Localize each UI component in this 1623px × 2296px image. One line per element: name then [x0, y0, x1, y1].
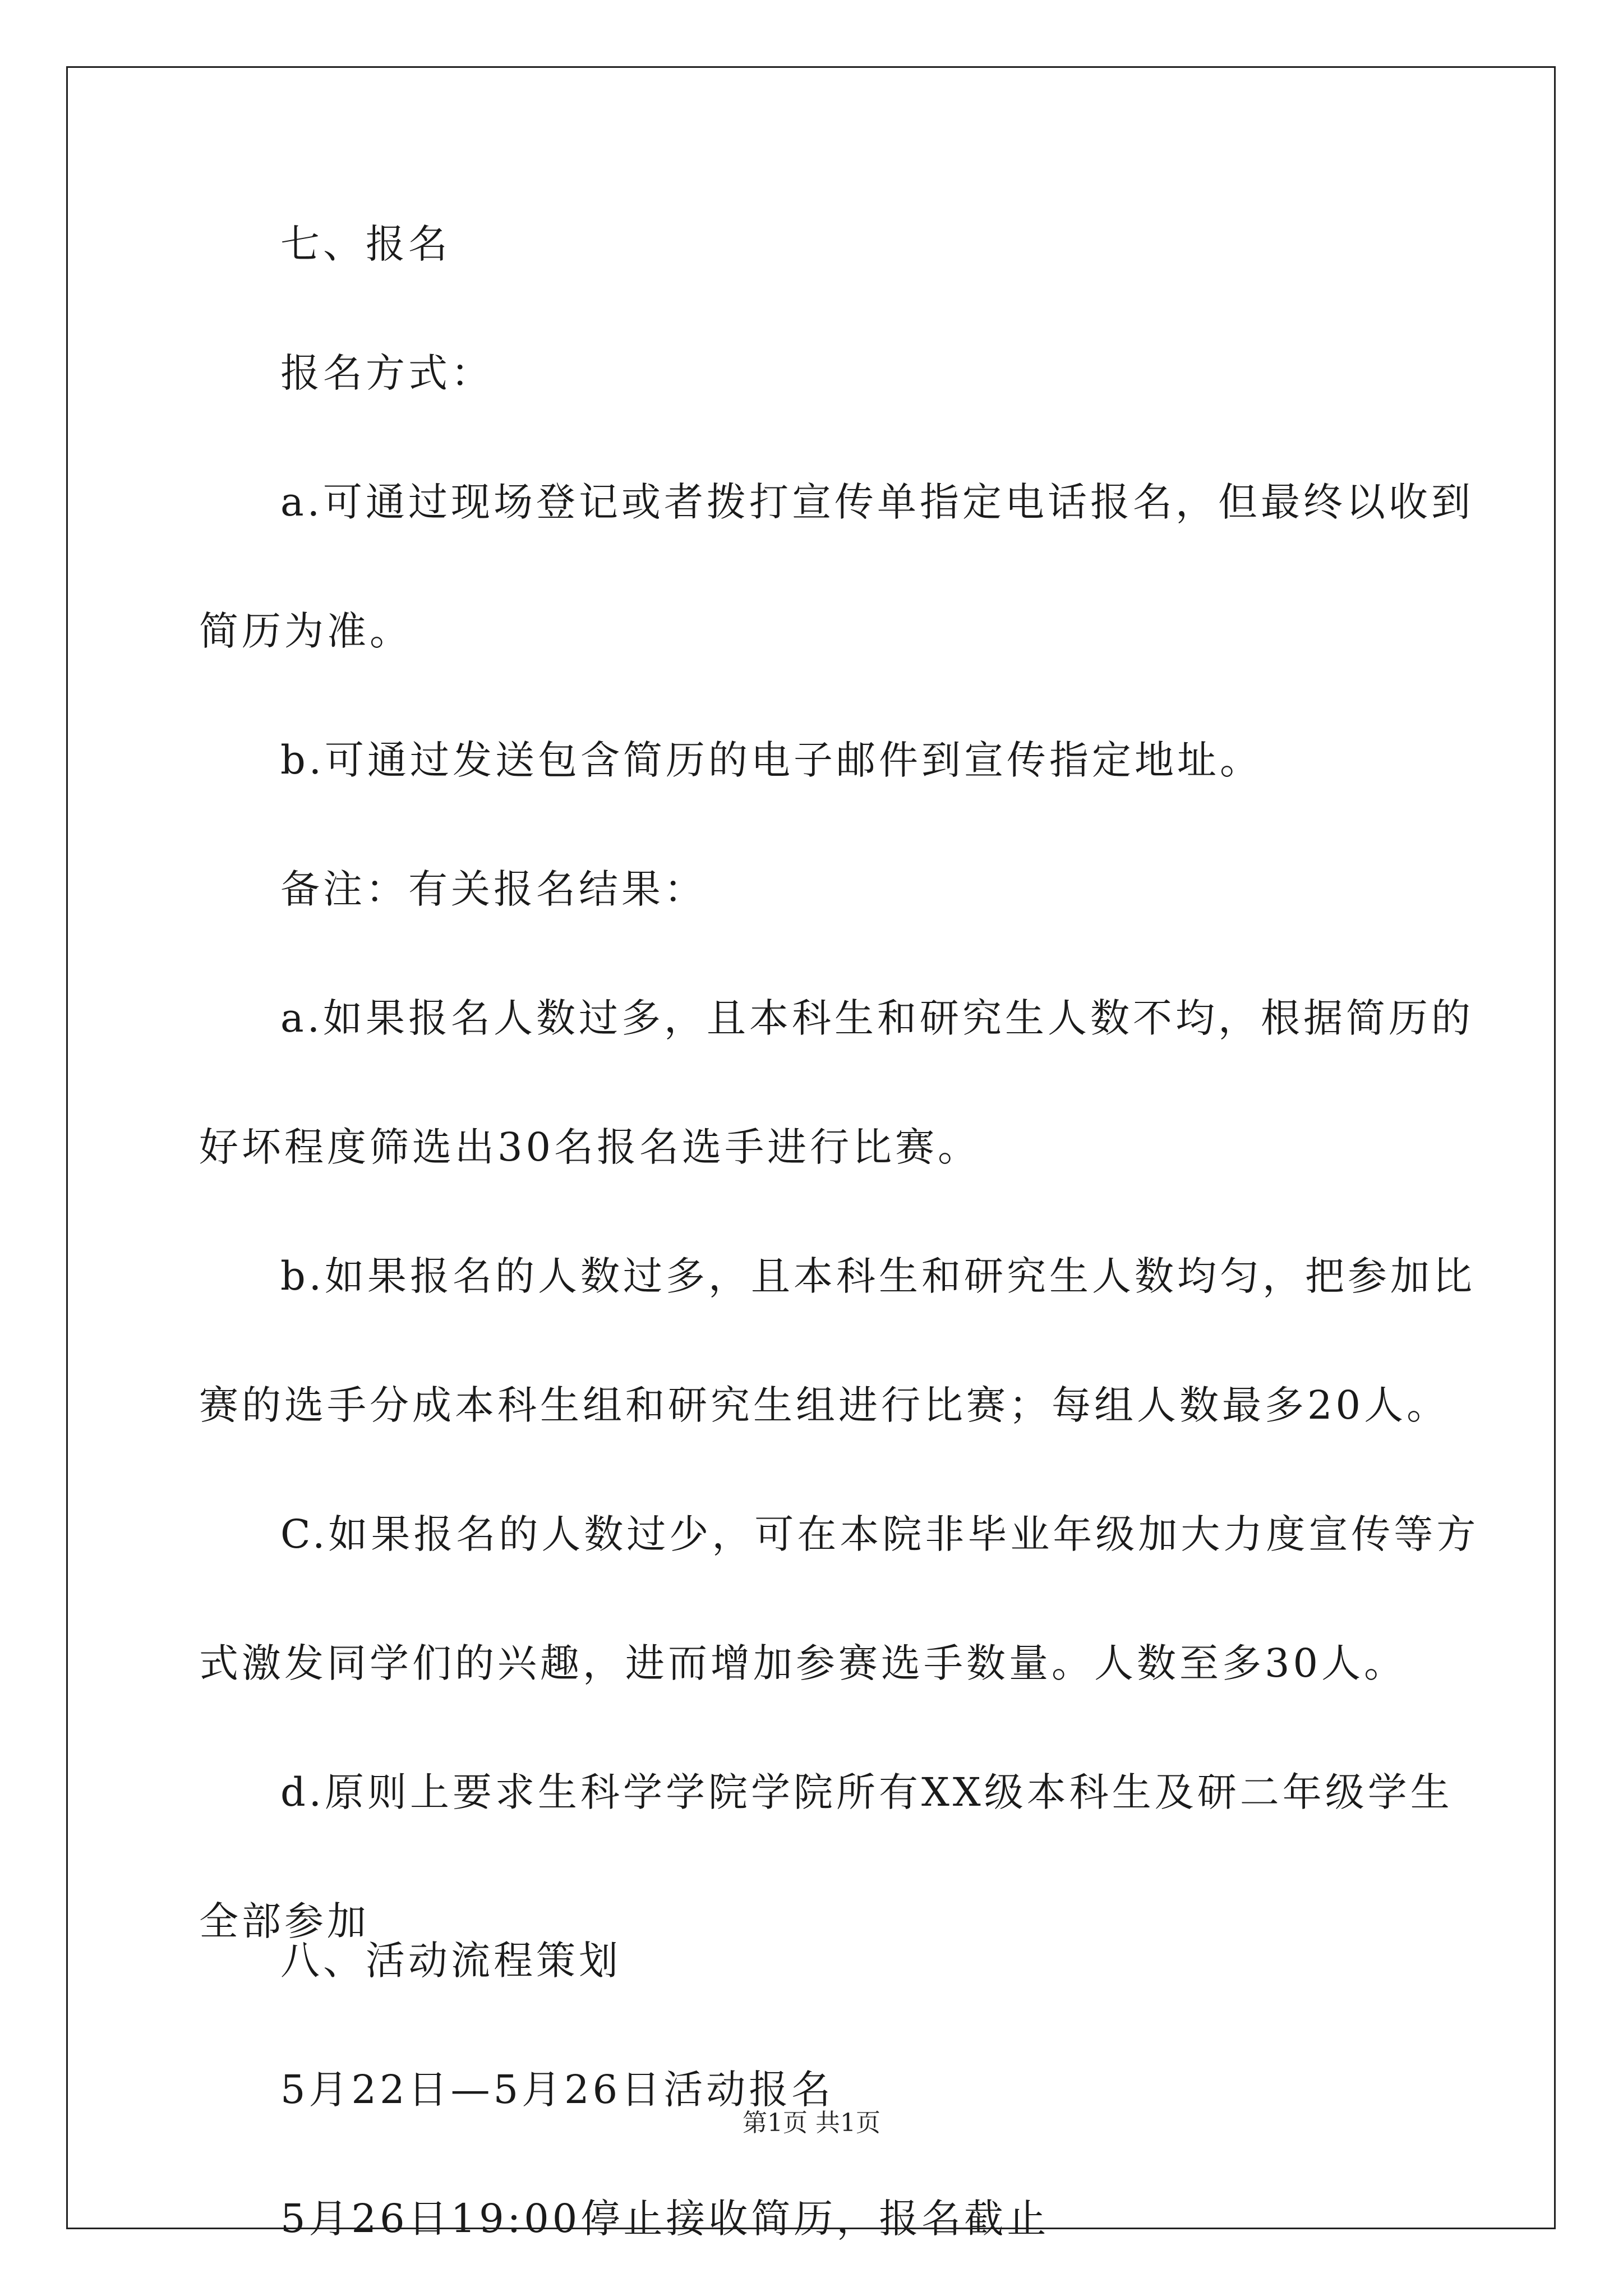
paragraph-line: 报名方式：	[280, 350, 494, 396]
paragraph-line: 全部参加	[199, 1898, 370, 1944]
paragraph-line: a.如果报名人数过多，且本科生和研究生人数不均，根据简历的	[280, 995, 1474, 1041]
paragraph-line: a.可通过现场登记或者拨打宣传单指定电话报名，但最终以收到	[280, 479, 1474, 525]
paragraph-line: 简历为准。	[199, 608, 412, 654]
paragraph-line: 5月22日—5月26日活动报名	[280, 2067, 834, 2113]
paragraph-line: 式激发同学们的兴趣，进而增加参赛选手数量。人数至多30人。	[199, 1640, 1407, 1686]
paragraph-line: d.原则上要求生科学学院学院所有XX级本科生及研二年级学生	[280, 1769, 1453, 1815]
page-footer: 第1页 共1页	[743, 2109, 880, 2137]
paragraph-line: C.如果报名的人数过少，可在本院非毕业年级加大力度宣传等方	[280, 1511, 1479, 1557]
paragraph-line: b.如果报名的人数过多，且本科生和研究生人数均匀，把参加比	[280, 1253, 1476, 1299]
section-heading-activity-flow: 八、活动流程策划	[280, 1938, 621, 1984]
paragraph-line: 备注：有关报名结果：	[280, 866, 707, 912]
paragraph-line: 赛的选手分成本科生组和研究生组进行比赛；每组人数最多20人。	[199, 1382, 1450, 1428]
paragraph-line: b.可通过发送包含简历的电子邮件到宣传指定地址。	[280, 737, 1263, 783]
paragraph-line: 5月26日19:00停止接收简历，报名截止	[280, 2196, 1050, 2242]
section-heading-registration: 七、报名	[280, 221, 451, 267]
paragraph-line: 好坏程度筛选出30名报名选手进行比赛。	[199, 1124, 981, 1170]
